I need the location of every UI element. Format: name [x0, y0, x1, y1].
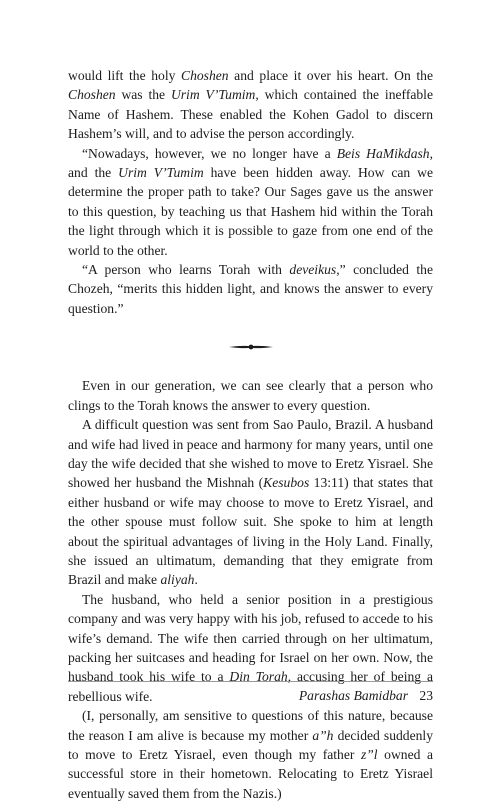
- section-divider-ornament-icon: [228, 343, 274, 351]
- paragraphs-top: [68, 66, 433, 318]
- text-run: , accusing her of being a rebellious wife.: [68, 669, 433, 704]
- text-run: and place it over his heart. On the: [228, 68, 433, 83]
- italic-text: deveikus: [289, 262, 337, 278]
- paragraph: [68, 144, 433, 260]
- section-divider: [68, 328, 433, 366]
- text-run: decided suddenly to move to Eretz Yisrael, even though my father: [68, 727, 433, 762]
- text-run: , and the: [68, 145, 434, 181]
- text-run: owned a successful store in their hometown. Relocating to Eretz Yisrael eventually saved them from the Nazis.): [68, 747, 433, 801]
- italic-text: Choshen: [181, 68, 229, 83]
- italic-text: Choshen: [68, 87, 116, 103]
- italic-text: a”h: [312, 727, 334, 743]
- paragraph: [68, 415, 433, 590]
- paragraph: [68, 706, 433, 803]
- italic-text: Beis HaMikdash: [336, 145, 430, 161]
- text-run: “Nowadays, however, we no longer have a: [82, 145, 337, 161]
- text-run: was the: [115, 87, 171, 103]
- text-run: would lift the holy: [68, 68, 181, 83]
- paragraph: [68, 66, 433, 144]
- paragraph: [68, 376, 433, 415]
- text-run: have been hidden away. How can we determine the proper path to take? Our Sages gave us the answer to this question, by teaching us that Hashem hid within the Torah the light through which it is possible to gaze from one end of the world to the other.: [68, 165, 434, 258]
- page-footer: [299, 688, 433, 704]
- italic-text: Din Torah: [229, 669, 288, 685]
- text-run: , which contained the ineffable Name of Hashem. These enabled the Kohen Gadol to discern Hashem’s will, and to advise the person accordingly.: [68, 87, 433, 142]
- text-run: “A person who learns Torah with: [82, 262, 290, 278]
- italic-text: Urim V’Tumim: [118, 165, 204, 181]
- italic-text: Kesubos: [263, 475, 310, 491]
- italic-text: z”l: [360, 747, 378, 762]
- text-run: 13:11) that states that either husband or wife may choose to move to Eretz Yisrael, and the other spouse must follow suit. She spoke to him at length about the spiritual advantages of living in the Holy Land. Finally, she issued an ultimatum, demanding that they emigrate from Brazil and make: [68, 475, 433, 588]
- text-run: .: [194, 572, 198, 588]
- running-title: Parashas Bamidbar: [298, 688, 408, 703]
- text-run: A difficult question was sent from Sao Paulo, Brazil. A husband and wife had lived in peace and harmony for many years, until one day the wife decided that she wished to move to Eretz Yisrael. She showed her husband the Mishnah (: [68, 417, 433, 491]
- page-number: 23: [419, 688, 433, 703]
- text-run: (I, personally, am sensitive to questions of this nature, because the reason I am alive is because my mother: [68, 708, 433, 743]
- paragraph: [68, 260, 433, 318]
- paragraphs-bottom: [68, 376, 433, 803]
- italic-text: aliyah: [160, 572, 195, 588]
- text-run: Even in our generation, we can see clearly that a person who clings to the Torah knows the answer to every question.: [68, 378, 433, 413]
- footer-rule: [68, 681, 433, 682]
- text-run: ,” concluded the Chozeh, “merits this hidden light, and knows the answer to every question.”: [68, 262, 434, 316]
- text-run: The husband, who held a senior position in a prestigious company and was very happy with his job, refused to accede to his wife’s demand. The wife then carried through on her ultimatum, packing her suitcases and heading for Israel on her own. Now, the husband took his wife to a: [68, 591, 433, 685]
- italic-text: Urim V’Tumim: [170, 87, 256, 103]
